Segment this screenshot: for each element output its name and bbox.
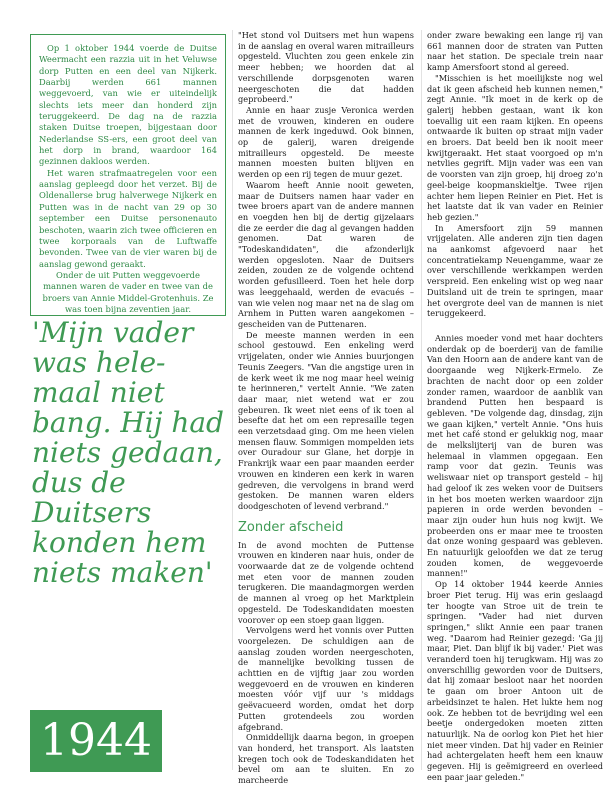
body-paragraph: onder zware bewaking een lange rij van 661 mannen door de straten van Putten naar het station. De speciale trein naar kamp Amersfoort stond al gereed. <box>427 30 603 73</box>
body-paragraph: De meeste mannen werden in een school gestouwd. Een enkeling werd vrijgelaten, onder wie Annies buurjongen Teunis Zeegers. "Van die angstige uren in de kerk weet ik me nog maar heel weinig te herinneren," vertelt Annie. "We zaten daar maar, niet wetend wat er zou gebeuren. Ik weet niet eens of ik toen al besefte dat het om een represaille tegen een verzetsdaad ging. Om me heen vielen mensen flauw. Sommigen mompelden iets over Ouradour sur Glane, het dorpje in Frankrijk waar een paar maanden eerder vrouwen en kinderen een kerk in waren gedreven, die vervolgens in brand werd gestoken. De mannen waren elders doodgeschoten of levend verbrand." <box>238 329 414 511</box>
body-paragraph: Annies moeder vond met haar dochters onderdak op de boerderij van de familie Van den Hoorn aan de andere kant van de doorgaande weg Nijkerk-Ermelo. Ze brachten de nacht door op een zolder zonder ramen, waardoor de aanblik van brandend Putten hen bespaard is gebleven. "De volgende dag, dinsdag, zijn we gaan kijken," vertelt Annie. "Ons huis met het café stond er gelukkig nog, maar de melkslijterij van de buren was helemaal in vlammen opgegaan. Een ramp voor dat gezin. Teunis was weliswaar niet op transport gesteld – hij had geloof ik zes weken voor de Duitsers in het bos moeten werken waardoor zijn papieren in orde werden bevonden – maar zijn ouder hun huis nog kwijt. We probeerden ons er maar mee te troosten dat onze woning gespaard was gebleven. En natuurlijk geloofden we dat ze terug zouden komen, de weggevoerde mannen!" <box>427 332 603 579</box>
pull-quote: 'Mijn vader was hele-maal niet bang. Hij had niets gedaan, dus de Duitsers konden hem niets maken' <box>32 316 224 589</box>
article-column-3 <box>427 30 603 783</box>
body-paragraph: In de avond mochten de Puttense vrouwen en kinderen naar huis, onder de voorwaarde dat ze de volgende ochtend met eten voor de mannen zouden terugkeren. Die maandagmorgen werden de mannen al vroeg op het Marktplein opgesteld. De Todeskandidaten moesten voorover op een stoep gaan liggen. <box>238 539 414 625</box>
intro-paragraph: Het waren strafmaatregelen voor een aanslag gepleegd door het verzet. Bij de Oldenallerse brug halverwege Nijkerk en Putten was in de nacht van 29 op 30 september een Duitse personenauto beschoten, waarin zich twee officieren en twee korporaals van de Luftwaffe bevonden. Twee van de vier waren bij de aanslag gewond geraakt. <box>39 167 217 269</box>
article-column-2 <box>238 30 414 786</box>
column-divider <box>232 30 233 770</box>
body-paragraph: Annie en haar zusje Veronica werden met de vrouwen, kinderen en oudere mannen de kerk ingeduwd. Ook binnen, op de galerij, waren dreigende mitrailleurs opgesteld. De meeste mannen moesten buiten blijven en werden op een rij tegen de muur gezet. <box>238 104 414 180</box>
year-badge: 1944 <box>30 710 162 772</box>
body-paragraph: "Het stond vol Duitsers met hun wapens in de aanslag en overal waren mitrailleurs opgesteld. Vluchten zou geen enkele zin meer hebben; we hoorden dat al verschillende dorpsgenoten waren neergeschoten die dat hadden geprobeerd." <box>238 30 414 105</box>
column-divider <box>421 30 422 770</box>
intro-box <box>30 34 226 316</box>
intro-paragraph: Onder de uit Putten weggevoerde mannen waren de vader en twee van de broers van Annie Middel-Grotenhuis. Ze was toen bijna zeventien jaar. <box>42 269 214 314</box>
body-paragraph: Waarom heeft Annie nooit geweten, maar de Duitsers namen haar vader en twee broers apart van de andere mannen en voegden hen bij de dertig gijzelaars die ze eerder die dag al gevangen hadden genomen. Dat waren de "Todeskandidaten", die afzonderlijk werden opgesloten. Naar de Duitsers zeiden, zouden ze de volgende ochtend worden gefusilleerd. Toen het hele dorp was leeggehaald, werden de evacués – van wie velen nog maar net na de slag om Arnhem in Putten waren aangekomen – gescheiden van de Puttenaren. <box>238 179 414 329</box>
body-paragraph: In Amersfoort zijn 59 mannen vrijgelaten. Alle anderen zijn tien dagen na aankomst afgevoerd naar het concentratiekamp Neuengamme, waar ze over verschillende werkkampen werden verspreid. Een enkeling wist op weg naar Duitsland uit de trein te springen, maar het overgrote deel van de mannen is niet teruggekeerd. <box>427 222 603 319</box>
body-paragraph: Op 14 oktober 1944 keerde Annies broer Piet terug. Hij was erin geslaagd ter hoogte van Stroe uit de trein te springen. "Vader had niet durven springen," slikt Annie een paar tranen weg. "Daarom had Reinier gezegd: 'Ga jij maar, Piet. Dan blijf ik bij vader.' Piet was veranderd toen hij terugkwam. Hij was zo onverschillig geworden voor de Duitsers, dat hij zomaar besloot naar het noorden te gaan om broer Antoon uit de arbeidsinzet te halen. Het lukte hem nog ook. Ze hebben tot de bevrijding wel een beetje ondergedoken moeten zitten natuurlijk. Na de oorlog kon Piet het hier niet meer vinden. Dat hij vader en Reinier had achtergelaten heeft hem een knauw gegeven. Hij is geëmigreerd en overleed een paar jaar geleden." <box>427 579 603 782</box>
section-heading: Zonder afscheid <box>238 519 344 535</box>
body-paragraph: Vervolgens werd het vonnis over Putten voorgelezen. De schuldigen aan de aanslag zouden worden neergeschoten, de mannelijke bevolking tussen de achttien en de vijftig jaar zou worden weggevoerd en de vrouwen en kinderen moesten vóór vijf uur 's middags geëvacueerd worden, omdat het dorp Putten grotendeels zou worden afgebrand. <box>238 625 414 732</box>
body-paragraph: Onmiddellijk daarna begon, in groepen van honderd, het transport. Als laatsten kregen toch ook de Todeskandidaten het bevel om aan te sluiten. En zo marcheerde <box>238 732 414 786</box>
intro-paragraph: Op 1 oktober 1944 voerde de Duitse Weermacht een razzia uit in het Veluwse dorp Putten en een deel van Nijkerk. Daarbij werden 661 mannen weggevoerd, van wie er uiteindelijk slechts iets meer dan honderd zijn teruggekeerd. De dag na de razzia staken Duitse troepen, bijgestaan door Nederlandse SS-ers, een groot deel van het dorp in brand, waardoor 164 gezinnen dakloos werden. <box>39 43 217 167</box>
body-paragraph: "Misschien is het moeilijkste nog wel dat ik geen afscheid heb kunnen nemen," zegt Annie. "Ik moet in de kerk op de galerij hebben gestaan, want ik kon toevallig uit een raam kijken. En opeens ontwaarde ik buiten op straat mijn vader en broers. Dat beeld ben ik nooit meer kwijtgeraakt. Het staat voorgoed op m'n netvlies gegrift. Mijn vader was een van de voorsten van zijn groep, hij droeg zo'n geel-beige koopmanskieltje. Twee rijen achter hem liepen Reinier en Piet. Het is het laatste dat ik van vader en Reinier heb gezien." <box>427 72 603 222</box>
